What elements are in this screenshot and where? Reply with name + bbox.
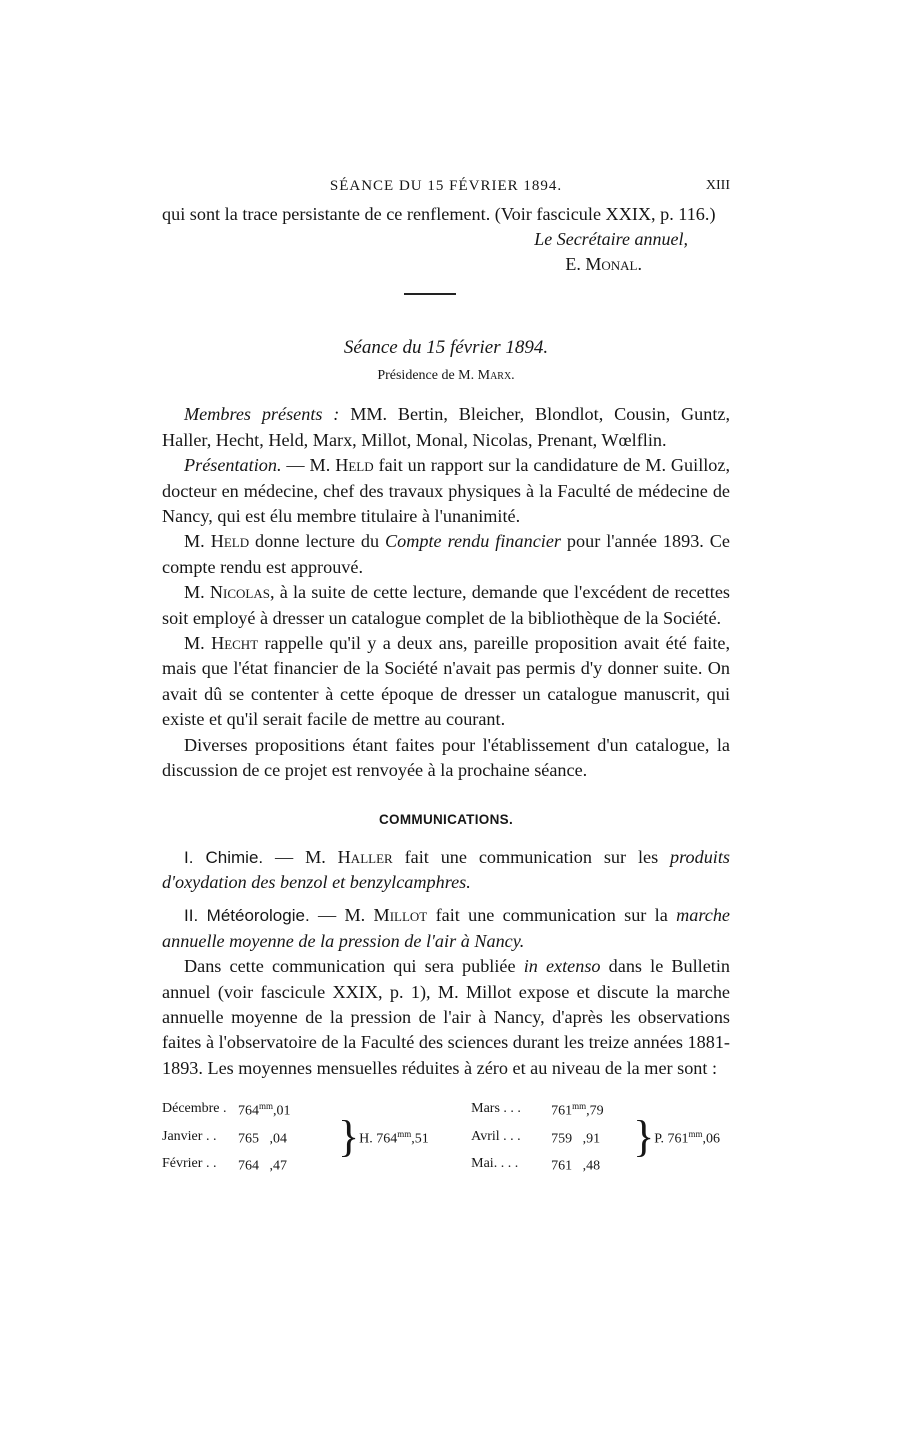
running-head: SÉANCE DU 15 FÉVRIER 1894. <box>329 178 563 194</box>
value-whole: 764 <box>238 1159 259 1175</box>
propositions-paragraph: Diverses propositions étant faites pour l'établissement d'un catalogue, la discussion de ce projet est renvoyée à la prochaine séance. <box>162 734 730 781</box>
leader-dots: . . . <box>499 1128 521 1144</box>
chimie-name: Haller <box>337 846 393 867</box>
meteo-dash: — M. <box>309 905 374 926</box>
season-label: P. <box>654 1131 664 1147</box>
nicolas-text: , à la suite de cette lecture, demande que l'excédent de recettes soit employé à dresser un catalogue complet de la bibliothèque de la Société. <box>162 582 730 628</box>
section-divider <box>404 293 456 295</box>
chimie-title: produits d'oxydation des benzol et benzylcamphres. <box>162 846 730 892</box>
value-cell <box>238 1123 338 1151</box>
meteo-text: fait une communication sur la <box>427 905 677 926</box>
month-cell <box>471 1123 551 1151</box>
nicolas-prefix: M. <box>184 582 210 603</box>
value-whole: 761 <box>551 1159 573 1175</box>
pressure-table <box>162 1095 730 1178</box>
hecht-prefix: M. <box>184 633 212 654</box>
season-cell <box>654 1095 730 1178</box>
value-cell <box>551 1095 633 1123</box>
value-unit: mm <box>259 1101 274 1112</box>
presentation-label: Présentation. <box>184 455 282 476</box>
hecht-paragraph <box>162 631 730 733</box>
season-label: H. <box>359 1131 373 1147</box>
month-label: Décembre <box>162 1100 220 1116</box>
leader-dots: . . <box>202 1128 217 1144</box>
meteo-body-paragraph <box>162 954 730 1081</box>
value-frac: ,79 <box>586 1103 604 1119</box>
value-frac: ,01 <box>273 1103 291 1119</box>
month-cell <box>162 1123 238 1151</box>
meteo-body-text-a: Dans cette communication qui sera publiée <box>184 956 524 977</box>
presentation-paragraph <box>162 453 730 529</box>
meteo-title: marche annuelle moyenne de la pression de l'air à Nancy. <box>162 905 730 951</box>
season-whole: 764 <box>376 1131 398 1147</box>
leader-dots: . . . . <box>493 1156 519 1172</box>
brace-right-icon: } <box>338 1111 360 1161</box>
presidence-line <box>162 366 730 386</box>
month-cell <box>471 1095 551 1123</box>
members-text: MM. Bertin, Bleicher, Blondlot, Cousin, Guntz, Haller, Hecht, Held, Marx, Millot, Monal, Nicolas, Prenant, Wœlflin. <box>162 404 730 450</box>
value-whole: 759 <box>551 1131 573 1147</box>
season-whole: 761 <box>667 1131 689 1147</box>
hecht-text: rappelle qu'il y a deux ans, pareille proposition avait été faite, mais que l'état financier de la Société n'avait pas permis d'y donner suite. On avait dû se contenter à cette époque de dresser un catalogue manuscrit, qui existe et qu'il serait facile de mettre au courant. <box>162 633 731 730</box>
leader-dots: . <box>219 1100 227 1116</box>
month-cell <box>471 1150 551 1178</box>
value-whole: 765 <box>238 1131 259 1147</box>
presentation-name: Held <box>335 455 374 476</box>
members-paragraph <box>162 402 730 453</box>
page-number: XIII <box>705 178 730 193</box>
meteo-body-text-b: dans le Bulletin annuel (voir fascicule XXIX, p. 1), M. Millot expose et discute la marche annuelle moyenne de la pression de l'air à Nancy, d'après les observations faites à l'observatoire de la Faculté des sciences durant les treize années 1881-1893. Les moyennes mensuelles réduites à zéro et au niveau de la mer sont : <box>162 956 730 1078</box>
month-label: Avril <box>471 1128 500 1144</box>
month-label: Mars <box>471 1100 500 1116</box>
value-whole: 764 <box>238 1103 259 1119</box>
month-cell <box>162 1095 238 1123</box>
month-label: Février <box>162 1156 203 1172</box>
season-unit: mm <box>688 1128 703 1139</box>
compte-rendu-title: Compte rendu financier <box>385 531 561 552</box>
presentation-dash: — M. <box>281 455 336 476</box>
value-whole: 761 <box>551 1103 573 1119</box>
leader-dots: . . <box>202 1156 217 1172</box>
compte-rendu-paragraph <box>162 529 730 580</box>
members-label: Membres présents : <box>184 404 340 425</box>
chimie-label: I. Chimie. <box>184 847 264 867</box>
meteo-body-emph: in extenso <box>523 956 601 977</box>
chimie-dash: — M. <box>263 846 338 867</box>
meteo-name: Millot <box>373 905 428 926</box>
compte-rendu-text-b: pour l'année 1893. Ce compte rendu est approuvé. <box>162 531 731 577</box>
meteo-paragraph <box>162 903 730 954</box>
meteo-label: II. Météorologie. <box>184 906 310 926</box>
communications-heading: COMMUNICATIONS. <box>379 811 513 827</box>
presentation-text: fait un rapport sur la candidature de M. Guilloz, docteur en médecine, chef des travaux physiques à la Faculté de médecine de Nancy, qui est élu membre titulaire à l'unanimité. <box>162 455 731 527</box>
compte-rendu-prefix: M. <box>184 531 211 552</box>
presidence-name: Marx. <box>477 368 515 384</box>
value-cell <box>551 1150 633 1178</box>
hecht-name: Hecht <box>211 633 259 654</box>
nicolas-paragraph <box>162 580 730 631</box>
page <box>162 178 730 1178</box>
value-cell <box>551 1123 633 1151</box>
signature-name: E. Monal. <box>565 254 642 275</box>
presidence-label: Présidence de M. <box>377 368 475 384</box>
value-frac: ,04 <box>269 1131 287 1147</box>
value-frac: ,48 <box>582 1159 601 1175</box>
season-frac: ,51 <box>411 1131 429 1147</box>
season-frac: ,06 <box>702 1131 720 1147</box>
value-frac: ,91 <box>582 1131 601 1147</box>
chimie-paragraph <box>162 845 730 896</box>
signature-title: Le Secrétaire annuel, <box>534 229 688 250</box>
table-row <box>162 1095 730 1123</box>
month-cell <box>162 1150 238 1178</box>
season-cell <box>359 1095 471 1178</box>
leader-dots: . . . <box>499 1100 521 1116</box>
brace-right-icon: } <box>633 1111 655 1161</box>
compte-rendu-text-a: donne lecture du <box>249 531 386 552</box>
previous-paragraph: qui sont la trace persistante de ce renflement. (Voir fascicule XXIX, p. 116.) <box>162 204 716 224</box>
session-title: Séance du 15 février 1894. <box>343 337 549 359</box>
chimie-text: fait une communication sur les <box>392 846 671 867</box>
month-label: Mai <box>471 1156 494 1172</box>
value-unit: mm <box>572 1101 587 1112</box>
season-unit: mm <box>397 1128 412 1139</box>
value-cell <box>238 1150 338 1178</box>
value-frac: ,47 <box>269 1159 287 1175</box>
running-header <box>162 178 730 202</box>
value-cell <box>238 1095 338 1123</box>
nicolas-name: Nicolas <box>209 582 270 603</box>
compte-rendu-name: Held <box>210 531 250 552</box>
month-label: Janvier <box>162 1128 203 1144</box>
